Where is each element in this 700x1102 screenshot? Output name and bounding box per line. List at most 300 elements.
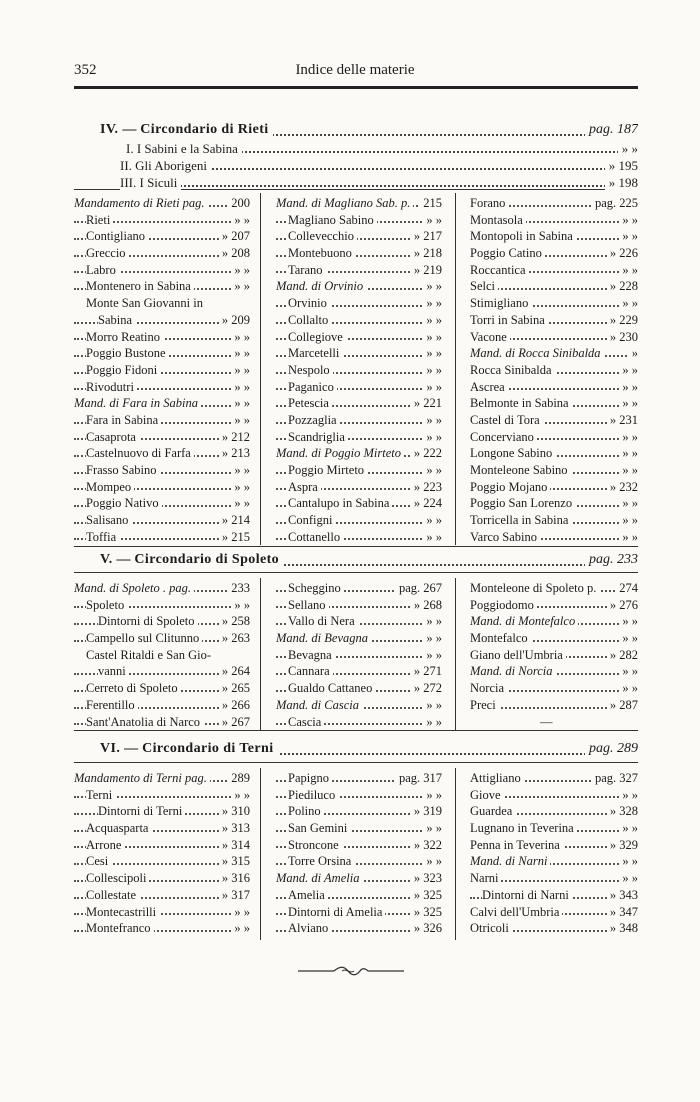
- entry-name: Piediluco: [288, 787, 338, 804]
- index-entry: [470, 195, 638, 212]
- index-column: [74, 770, 250, 937]
- entry-name: Poggio Nativo: [86, 495, 162, 512]
- index-entry: [470, 262, 638, 279]
- index-column: [276, 580, 442, 730]
- entry-name: Collegiove: [288, 329, 346, 346]
- entry-name: Scheggino: [288, 580, 344, 597]
- index-entry: [276, 262, 442, 279]
- index-entry: [74, 312, 250, 329]
- index-entry: [470, 529, 638, 546]
- entry-page: » 343: [607, 887, 638, 904]
- subsection-entry: [120, 175, 638, 191]
- entry-page: » 224: [411, 495, 442, 512]
- entry-name: Longone Sabino: [470, 445, 555, 462]
- entry-name: Vallo di Nera: [288, 613, 358, 630]
- entry-name: Giove: [470, 787, 504, 804]
- entry-name: Cerreto di Spoleto: [86, 680, 181, 697]
- section-title: [100, 741, 638, 759]
- index-entry: [470, 820, 638, 837]
- entry-name: Rivodutri: [86, 379, 137, 396]
- entry-page: » »: [619, 820, 638, 837]
- subsection-page: » 198: [605, 175, 638, 191]
- index-entry: [276, 714, 442, 731]
- entry-name: Mand. di Norcia: [470, 663, 556, 680]
- entry-page: » 272: [411, 680, 442, 697]
- entry-page: » 215: [219, 529, 250, 546]
- entry-name: Torri in Sabina: [470, 312, 548, 329]
- entry-page: » 228: [607, 278, 638, 295]
- index-entry: [276, 429, 442, 446]
- entry-name: Cottanello: [288, 529, 343, 546]
- section-rule: [74, 762, 638, 763]
- entry-page: 274: [616, 580, 638, 597]
- section-roman: IV. —: [100, 122, 137, 137]
- entry-name: Concerviano: [470, 429, 537, 446]
- index-entry: [74, 512, 250, 529]
- entry-name: Mand. di Orvinio: [276, 278, 366, 295]
- entry-page: » »: [423, 853, 442, 870]
- index-entry: [276, 787, 442, 804]
- entry-name: Casaprota: [86, 429, 139, 446]
- entry-page: » »: [619, 512, 638, 529]
- entry-page: » 232: [607, 479, 638, 496]
- index-entry: [74, 820, 250, 837]
- index-entry: [74, 680, 250, 697]
- entry-name: Pozzaglia: [288, 412, 340, 429]
- entry-name: Forano: [470, 195, 508, 212]
- entry-name: Varco Sabino: [470, 529, 540, 546]
- index-entry: [276, 412, 442, 429]
- index-entry: [470, 429, 638, 446]
- entry-name: Aspra: [288, 479, 321, 496]
- entry-name: Poggio Bustone: [86, 345, 169, 362]
- entry-name: Mand. di Montefalco: [470, 613, 578, 630]
- index-entry: [276, 529, 442, 546]
- index-entry: [74, 429, 250, 446]
- column-separator: [260, 193, 261, 545]
- entry-page: » »: [231, 262, 250, 279]
- entry-page: » »: [619, 445, 638, 462]
- entry-name: Cascia: [288, 714, 324, 731]
- entry-name: Acquasparta: [86, 820, 151, 837]
- entry-page: » »: [423, 329, 442, 346]
- entry-page: » 209: [219, 312, 250, 329]
- mandamento-entry: [74, 580, 250, 597]
- entry-page: » »: [231, 904, 250, 921]
- index-entry: [470, 837, 638, 854]
- entry-name: Mand. di Rocca Sinibalda: [470, 345, 604, 362]
- entry-page: » »: [231, 495, 250, 512]
- index-entry: [470, 770, 638, 787]
- entry-name: Penna in Teverina: [470, 837, 563, 854]
- entry-name: Monte San Giovanni in: [86, 295, 206, 312]
- entry-page: » 230: [607, 329, 638, 346]
- entry-name: Polino: [288, 803, 324, 820]
- entry-name: Terni: [86, 787, 115, 804]
- index-entry: [470, 312, 638, 329]
- index-entry: [74, 887, 250, 904]
- entry-page: » »: [619, 395, 638, 412]
- entry-name: Mand. di Poggio Mirteto: [276, 445, 404, 462]
- column-separator: [455, 768, 456, 940]
- mandamento-entry: [276, 630, 442, 647]
- column-separator: [455, 578, 456, 730]
- index-entry: [470, 278, 638, 295]
- index-entry: [470, 697, 638, 714]
- entry-page: » 231: [607, 412, 638, 429]
- index-entry: [276, 837, 442, 854]
- entry-name: Guardea: [470, 803, 515, 820]
- index-entry: [74, 262, 250, 279]
- index-entry: [276, 647, 442, 664]
- index-entry: [74, 663, 250, 680]
- index-entry: [470, 495, 638, 512]
- entry-page: 233: [228, 580, 250, 597]
- entry-name: Collevecchio: [288, 228, 357, 245]
- entry-name: Stroncone: [288, 837, 342, 854]
- index-entry: [74, 295, 250, 312]
- entry-page: » 329: [607, 837, 638, 854]
- entry-name: Vacone: [470, 329, 510, 346]
- entry-name: Toffia: [86, 529, 119, 546]
- index-entry: [276, 245, 442, 262]
- entry-page: » 207: [219, 228, 250, 245]
- entry-name: Narni: [470, 870, 501, 887]
- index-entry: [276, 680, 442, 697]
- entry-page: » »: [619, 295, 638, 312]
- index-entry: [74, 278, 250, 295]
- section-page-value: pag. 187: [589, 122, 638, 137]
- index-entry: [470, 870, 638, 887]
- entry-name: Montefalco: [470, 630, 531, 647]
- section-rule: [74, 546, 638, 547]
- index-entry: [470, 395, 638, 412]
- entry-name: Petescia: [288, 395, 332, 412]
- index-entry: [470, 580, 638, 597]
- entry-page: » »: [619, 787, 638, 804]
- section-heading: [100, 552, 283, 568]
- entry-page: pag. 267: [396, 580, 442, 597]
- entry-page: » 314: [219, 837, 250, 854]
- entry-page: » 323: [411, 870, 442, 887]
- entry-name: Montopoli in Sabina: [470, 228, 576, 245]
- index-entry: [276, 395, 442, 412]
- index-entry: [276, 597, 442, 614]
- entry-page: » 325: [411, 887, 442, 904]
- entry-page: » 348: [607, 920, 638, 937]
- entry-name: Castelnuovo di Farfa: [86, 445, 194, 462]
- entry-name: Sant'Anatolia di Narco: [86, 714, 203, 731]
- index-entry: [74, 479, 250, 496]
- entry-page: » 315: [219, 853, 250, 870]
- subsection-page: » 195: [605, 158, 638, 174]
- index-entry: [470, 228, 638, 245]
- index-entry: [74, 379, 250, 396]
- mandamento-entry: [470, 663, 638, 680]
- entry-name: Marcetelli: [288, 345, 342, 362]
- entry-page: » 226: [607, 245, 638, 262]
- entry-name: Configni: [288, 512, 335, 529]
- running-title: Indice delle materie: [295, 62, 415, 78]
- entry-name: Monteleone di Spoleto p.: [470, 580, 599, 597]
- mandamento-entry: [276, 195, 442, 212]
- entry-page: » »: [619, 853, 638, 870]
- entry-page: » »: [231, 362, 250, 379]
- entry-name: Frasso Sabino: [86, 462, 160, 479]
- entry-name: Giano dell'Umbria: [470, 647, 566, 664]
- entry-page: » 214: [219, 512, 250, 529]
- entry-name: Campello sul Clitunno: [86, 630, 202, 647]
- entry-page: » »: [231, 379, 250, 396]
- index-entry: [74, 495, 250, 512]
- index-entry: [74, 870, 250, 887]
- index-entry: [276, 379, 442, 396]
- mandamento-entry: [470, 345, 638, 362]
- index-entry: [74, 837, 250, 854]
- entry-name: San Gemini: [288, 820, 350, 837]
- section-page: [585, 552, 638, 568]
- subsection-entry: [120, 158, 638, 174]
- index-entry: [74, 212, 250, 229]
- index-entry: [470, 597, 638, 614]
- index-entry: [74, 714, 250, 731]
- mandamento-entry: [470, 853, 638, 870]
- index-entry: [276, 887, 442, 904]
- entry-page: » »: [231, 787, 250, 804]
- index-entry: [276, 770, 442, 787]
- entry-name: Dintorni di Narni: [482, 887, 572, 904]
- entry-name: Tarano: [288, 262, 326, 279]
- index-entry: [74, 362, 250, 379]
- index-column: [74, 195, 250, 545]
- index-entry: [74, 920, 250, 937]
- index-entry: [74, 445, 250, 462]
- entry-page: » »: [619, 362, 638, 379]
- index-entry: [276, 212, 442, 229]
- entry-page: » 319: [411, 803, 442, 820]
- entry-page: » »: [619, 379, 638, 396]
- entry-page: 289: [228, 770, 250, 787]
- entry-name: Poggio San Lorenzo: [470, 495, 575, 512]
- entry-page: » »: [619, 663, 638, 680]
- entry-name: Selci: [470, 278, 498, 295]
- subsection-page: » »: [618, 141, 638, 157]
- index-entry: [470, 714, 638, 731]
- entry-page: » 268: [411, 597, 442, 614]
- entry-name: Attigliano: [470, 770, 524, 787]
- index-entry: [470, 479, 638, 496]
- entry-page: pag. 327: [592, 770, 638, 787]
- entry-page: » »: [423, 429, 442, 446]
- index-column: [470, 195, 638, 545]
- index-entry: [74, 647, 250, 664]
- entry-page: » 219: [411, 262, 442, 279]
- entry-page: » »: [423, 345, 442, 362]
- entry-name: Poggio Catino: [470, 245, 545, 262]
- index-entry: [470, 803, 638, 820]
- entry-page: » »: [423, 278, 442, 295]
- entry-page: » 218: [411, 245, 442, 262]
- entry-page: » »: [423, 379, 442, 396]
- entry-page: » 223: [411, 479, 442, 496]
- entry-name: Mompeo: [86, 479, 134, 496]
- index-entry: [74, 245, 250, 262]
- index-entry: [276, 479, 442, 496]
- entry-page: » »: [231, 395, 250, 412]
- index-entry: [470, 630, 638, 647]
- entry-page: » »: [423, 697, 442, 714]
- entry-name: Spoleto: [86, 597, 127, 614]
- entry-page: » 325: [411, 904, 442, 921]
- entry-page: » »: [423, 462, 442, 479]
- entry-page: » 287: [607, 697, 638, 714]
- entry-name: Montenero in Sabina: [86, 278, 194, 295]
- entry-page: » 212: [219, 429, 250, 446]
- entry-page: »: [629, 345, 638, 362]
- entry-name: Scandriglia: [288, 429, 348, 446]
- entry-name: Cantalupo in Sabina: [288, 495, 392, 512]
- entry-name: Montefranco: [86, 920, 154, 937]
- index-entry: [74, 787, 250, 804]
- mandamento-entry: [74, 395, 250, 412]
- entry-page: » »: [619, 495, 638, 512]
- entry-page: » 221: [411, 395, 442, 412]
- index-entry: [470, 920, 638, 937]
- section-roman: V. —: [100, 552, 131, 567]
- entry-page: » 310: [219, 803, 250, 820]
- subsection-entry: [126, 141, 638, 157]
- section-page-value: pag. 289: [589, 741, 638, 756]
- subsection-label: I. I Sabini e la Sabina: [126, 141, 242, 157]
- entry-page: » »: [423, 362, 442, 379]
- entry-page: » 271: [411, 663, 442, 680]
- entry-page: » »: [619, 870, 638, 887]
- index-entry: [74, 597, 250, 614]
- entry-page: » 282: [607, 647, 638, 664]
- entry-name: Mand. di Amelia: [276, 870, 362, 887]
- entry-name: Poggio Mirteto: [288, 462, 367, 479]
- entry-name: Ferentillo: [86, 697, 138, 714]
- mandamento-entry: [74, 770, 250, 787]
- entry-name: Otricoli: [470, 920, 512, 937]
- index-entry: [470, 647, 638, 664]
- entry-name: Paganico: [288, 379, 337, 396]
- entry-page: » 322: [411, 837, 442, 854]
- entry-page: pag. 225: [592, 195, 638, 212]
- section-name: Circondario di Terni: [142, 741, 274, 756]
- entry-name: Arrone: [86, 837, 124, 854]
- column-separator: [260, 578, 261, 730]
- entry-page: » 328: [607, 803, 638, 820]
- index-entry: [470, 680, 638, 697]
- index-entry: [74, 904, 250, 921]
- entry-name: Mandamento di Rieti pag.: [74, 195, 208, 212]
- index-entry: [74, 329, 250, 346]
- entry-name: Contigliano: [86, 228, 148, 245]
- entry-page: » »: [619, 228, 638, 245]
- entry-name: Nespolo: [288, 362, 333, 379]
- entry-page: » »: [619, 680, 638, 697]
- entry-page: » »: [423, 630, 442, 647]
- section-page: [585, 122, 638, 138]
- entry-page: » 276: [607, 597, 638, 614]
- index-entry: [276, 312, 442, 329]
- entry-name: Poggiodomo: [470, 597, 537, 614]
- index-entry: [470, 904, 638, 921]
- entry-name: Alviano: [288, 920, 331, 937]
- index-entry: [470, 412, 638, 429]
- entry-name: Montasola: [470, 212, 526, 229]
- entry-name: Greccio: [86, 245, 129, 262]
- entry-page: 200: [228, 195, 250, 212]
- section-rule: [74, 572, 638, 573]
- entry-page: » 347: [607, 904, 638, 921]
- entry-name: Mand. di Spoleto . pag.: [74, 580, 194, 597]
- entry-page: » »: [423, 512, 442, 529]
- mandamento-entry: [74, 195, 250, 212]
- index-entry: [470, 887, 638, 904]
- entry-name: Sellano: [288, 597, 329, 614]
- index-entry: [276, 362, 442, 379]
- index-entry: [276, 803, 442, 820]
- entry-page: » 266: [219, 697, 250, 714]
- index-column: [74, 580, 250, 730]
- entry-name: Stimigliano: [470, 295, 531, 312]
- entry-name: Morro Reatino: [86, 329, 163, 346]
- entry-name: Torre Orsina: [288, 853, 354, 870]
- entry-name: Roccantica: [470, 262, 529, 279]
- entry-name: Torricella in Sabina: [470, 512, 571, 529]
- entry-page: » »: [231, 920, 250, 937]
- section-page-value: pag. 233: [589, 552, 638, 567]
- entry-page: » »: [619, 429, 638, 446]
- index-entry: [74, 228, 250, 245]
- entry-name: Cesi: [86, 853, 111, 870]
- index-entry: [74, 630, 250, 647]
- index-entry: [470, 295, 638, 312]
- entry-page: » »: [423, 412, 442, 429]
- entry-page: » 265: [219, 680, 250, 697]
- entry-name: —: [540, 714, 556, 731]
- entry-name: Labro: [86, 262, 119, 279]
- entry-page: » 217: [411, 228, 442, 245]
- entry-page: » »: [619, 262, 638, 279]
- tailpiece-ornament: [296, 965, 406, 977]
- entry-page: » »: [231, 212, 250, 229]
- mandamento-entry: [276, 278, 442, 295]
- entry-name: Mandamento di Terni pag.: [74, 770, 210, 787]
- entry-name: Montebuono: [288, 245, 355, 262]
- entry-page: » 264: [219, 663, 250, 680]
- entry-page: » »: [619, 212, 638, 229]
- entry-name: Mand. di Fara in Sabina: [74, 395, 201, 412]
- entry-page: » »: [231, 412, 250, 429]
- entry-name: Poggio Fidoni: [86, 362, 160, 379]
- index-entry: [276, 228, 442, 245]
- index-entry: [276, 495, 442, 512]
- index-entry: [74, 462, 250, 479]
- index-entry: [470, 787, 638, 804]
- column-separator: [260, 768, 261, 940]
- section-title: [100, 122, 638, 140]
- entry-page: » 229: [607, 312, 638, 329]
- entry-name: Norcia: [470, 680, 507, 697]
- index-entry: [276, 329, 442, 346]
- entry-page: » »: [423, 295, 442, 312]
- entry-page: » »: [423, 647, 442, 664]
- mandamento-entry: [470, 613, 638, 630]
- entry-name: Calvi dell'Umbria: [470, 904, 562, 921]
